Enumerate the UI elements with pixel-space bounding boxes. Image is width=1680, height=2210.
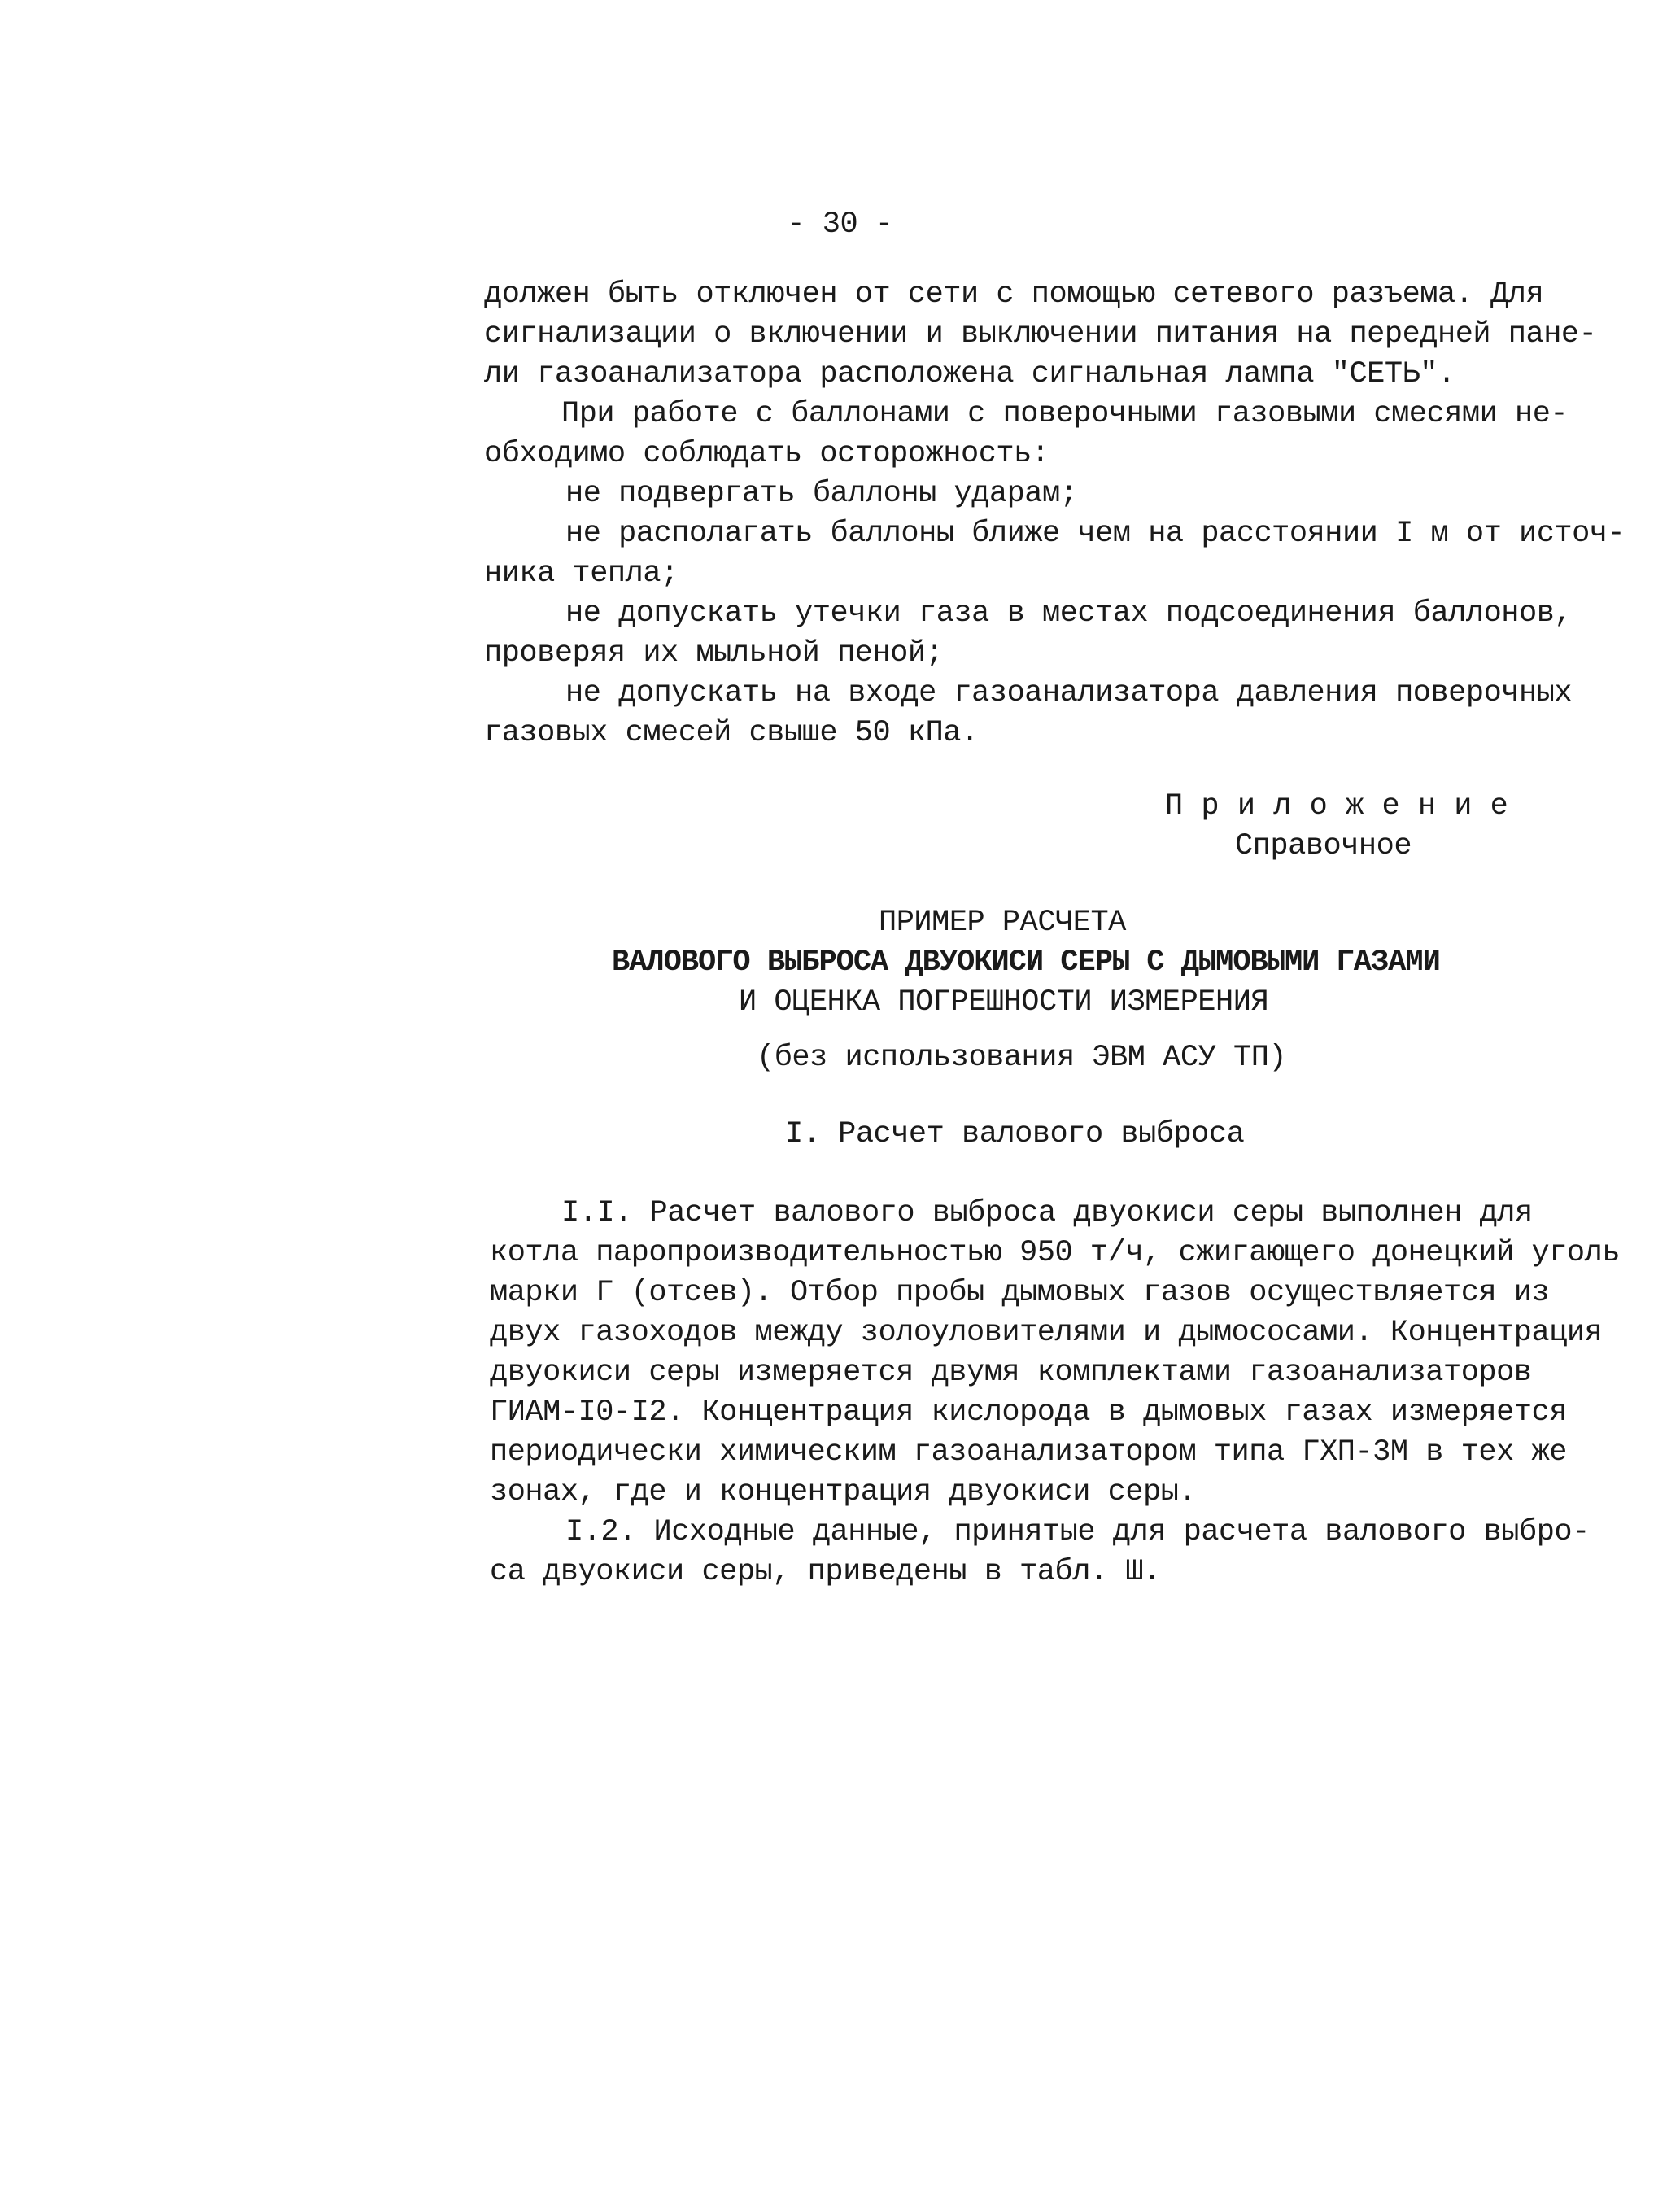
text-line: марки Г (отсев). Отбор пробы дымовых газов осуществляется из <box>490 1276 1550 1310</box>
text-line: ника тепла; <box>484 557 679 591</box>
text-line: При работе с баллонами с поверочными газовыми смесями не- <box>561 397 1569 431</box>
section-heading: I. Расчет валового выброса <box>785 1117 1245 1151</box>
text-line: ли газоанализатора расположена сигнальная лампа "СЕТЬ". <box>484 357 1455 391</box>
text-line: обходимо соблюдать осторожность: <box>484 437 1049 471</box>
text-line: периодически химическим газоанализатором типа ГХП-3М в тех же <box>490 1435 1567 1470</box>
text-line: зонах, где и концентрация двуокиси серы. <box>490 1475 1197 1509</box>
title-line-3: И ОЦЕНКА ПОГРЕШНОСТИ ИЗМЕРЕНИЯ <box>739 985 1269 1020</box>
text-line: I.2. Исходные данные, принятые для расчета валового выбро- <box>565 1515 1590 1549</box>
appendix-label: П р и л о ж е н и е <box>1165 789 1508 823</box>
text-line: двух газоходов между золоуловителями и дымососами. Концентрация <box>490 1316 1603 1350</box>
text-line: котла паропроизводительностью 950 т/ч, сжигающего донецкий уголь <box>490 1236 1621 1270</box>
text-line: са двуокиси серы, приведены в табл. Ш. <box>490 1555 1161 1589</box>
title-line-1: ПРИМЕР РАСЧЕТА <box>879 906 1126 940</box>
text-line: проверяя их мыльной пеной; <box>484 636 944 670</box>
text-line: I.I. Расчет валового выброса двуокиси серы выполнен для <box>561 1196 1533 1230</box>
title-subtitle: (без использования ЭВМ АСУ ТП) <box>757 1041 1287 1075</box>
text-line: газовых смесей свыше 50 кПа. <box>484 716 979 750</box>
page-number: - 30 - <box>787 207 893 242</box>
text-line: должен быть отключен от сети с помощью сетевого разъема. Для <box>484 277 1544 312</box>
text-line: двуокиси серы измеряется двумя комплектами газоанализаторов <box>490 1356 1532 1390</box>
text-line: не допускать на входе газоанализатора давления поверочных <box>565 676 1573 710</box>
text-line: не располагать баллоны ближе чем на расстоянии I м от источ- <box>565 517 1625 551</box>
text-line: ГИАМ-I0-I2. Концентрация кислорода в дымовых газах измеряется <box>490 1395 1567 1430</box>
title-line-2: ВАЛОВОГО ВЫБРОСА ДВУОКИСИ СЕРЫ С ДЫМОВЫМИ ГАЗАМИ <box>612 946 1440 980</box>
text-line: не подвергать баллоны ударам; <box>565 477 1078 511</box>
text-line: сигнализации о включении и выключении питания на передней пане- <box>484 317 1597 352</box>
text-line: не допускать утечки газа в местах подсоединения баллонов, <box>565 596 1573 631</box>
appendix-type: Справочное <box>1235 829 1412 863</box>
